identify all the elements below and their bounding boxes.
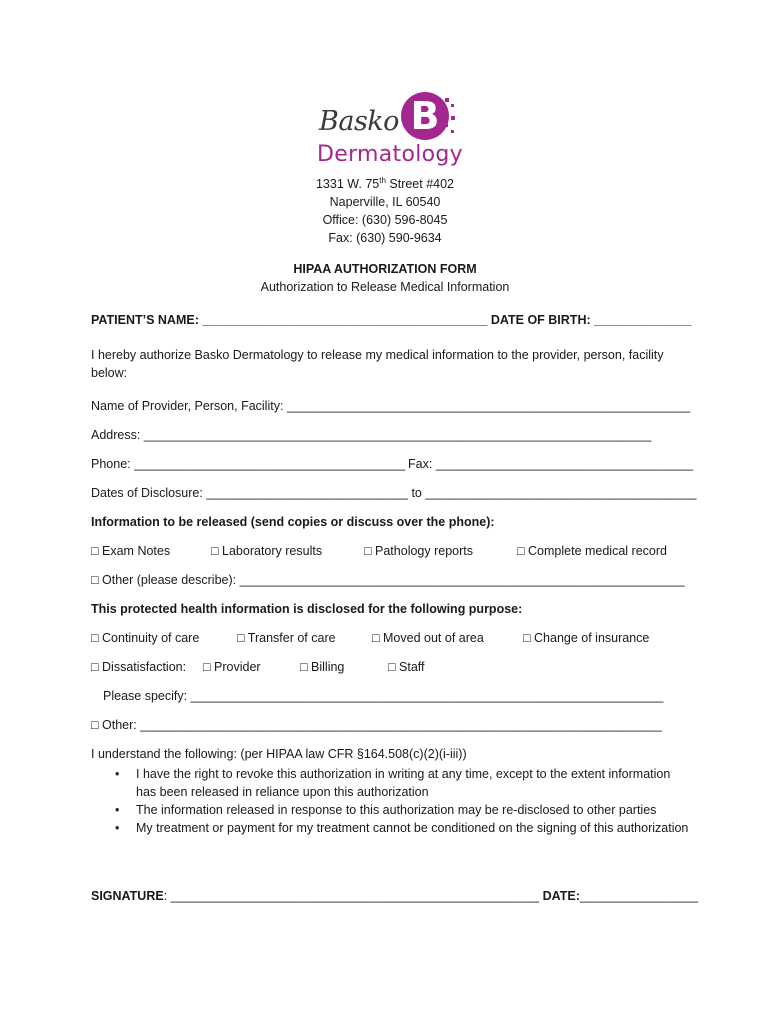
checkbox-dissatisfaction[interactable]: □ Dissatisfaction: — [91, 660, 187, 674]
checkbox-other[interactable]: □ Other: — [91, 718, 137, 732]
dates-to-field[interactable]: _______________________________________ — [425, 486, 697, 500]
checkbox-laboratory-results[interactable]: □ Laboratory results — [211, 544, 323, 558]
address-label: Address: — [91, 428, 141, 442]
address-office-phone: Office: (630) 596-8045 — [322, 213, 448, 228]
specify-field[interactable]: ____________________________________________________________________ — [190, 689, 664, 703]
clinic-address — [0, 172, 770, 247]
specify-label: Please specify: — [103, 689, 188, 703]
checkbox-complete-medical-record[interactable]: □ Complete medical record — [517, 544, 667, 558]
checkbox-transfer-of-care[interactable]: □ Transfer of care — [237, 631, 336, 645]
provider-row — [91, 399, 690, 413]
fax-row — [408, 457, 693, 471]
signature-row: SIGNATURE: _____________________________________________________ DATE:_________________ — [91, 889, 699, 903]
logo-dots-icon — [441, 98, 455, 138]
other-describe-field[interactable]: ________________________________________________________________ — [239, 573, 685, 587]
other-field[interactable]: ___________________________________________________________________________ — [140, 718, 662, 732]
address-field[interactable]: _________________________________________________________________________ — [143, 428, 652, 442]
patient-name-row — [91, 313, 691, 327]
address-city: Naperville, IL 60540 — [329, 195, 441, 210]
date-field[interactable]: _________________ — [579, 889, 699, 903]
list-item: • My treatment or payment for my treatment cannot be conditioned on the signing of this authorization — [115, 821, 689, 835]
list-item: • The information released in response to this authorization may be re-disclosed to other parties — [115, 803, 657, 817]
bullet-icon: • — [115, 803, 120, 817]
signature-label: SIGNATURE — [91, 889, 164, 903]
dates-to-label: to — [411, 486, 422, 500]
checkbox-pathology-reports[interactable]: □ Pathology reports — [364, 544, 473, 558]
date-label: DATE: — [542, 889, 580, 903]
provider-label: Name of Provider, Person, Facility: — [91, 399, 284, 413]
dob-field[interactable]: ______________ — [594, 313, 692, 327]
logo-word-dermatology: Dermatology — [317, 142, 463, 167]
checkbox-staff[interactable]: □ Staff — [388, 660, 425, 674]
checkbox-provider[interactable]: □ Provider — [203, 660, 261, 674]
address-street: 1331 W. 75th Street #402 — [315, 176, 455, 192]
checkbox-other-describe[interactable]: □ Other (please describe): — [91, 573, 237, 587]
patient-name-field[interactable]: _________________________________________ — [202, 313, 488, 327]
fax-field[interactable]: _____________________________________ — [435, 457, 694, 471]
signature-field[interactable]: _____________________________________________________ — [170, 889, 540, 903]
checkbox-continuity-of-care[interactable]: □ Continuity of care — [91, 631, 200, 645]
other-row — [91, 718, 662, 732]
checkbox-moved-out-of-area[interactable]: □ Moved out of area — [372, 631, 484, 645]
understand-bullet-list — [91, 765, 691, 837]
dates-from-field[interactable]: _____________________________ — [206, 486, 408, 500]
dates-row — [91, 486, 696, 500]
phone-row — [91, 457, 405, 471]
phone-label: Phone: — [91, 457, 131, 471]
basko-logo — [315, 92, 463, 172]
address-fax: Fax: (630) 590-9634 — [328, 231, 442, 246]
form-subtitle: Authorization to Release Medical Information — [260, 280, 510, 294]
logo-word-basko: Basko — [319, 106, 399, 137]
checkbox-exam-notes[interactable]: □ Exam Notes — [91, 544, 171, 558]
understand-statement: I understand the following: (per HIPAA law CFR §164.508(c)(2)(i-iii)) — [91, 747, 467, 761]
patient-name-label: PATIENT’S NAME: — [91, 313, 199, 327]
authorization-statement: I hereby authorize Basko Dermatology to release my medical information to the provider, person, facility below: — [91, 348, 664, 380]
provider-field[interactable]: __________________________________________________________ — [286, 399, 691, 413]
bullet-icon: • — [115, 821, 120, 835]
purpose-heading: This protected health information is disclosed for the following purpose: — [91, 602, 523, 616]
dob-label: DATE OF BIRTH: — [490, 313, 591, 327]
other-describe-row — [91, 573, 685, 587]
info-heading: Information to be released (send copies or discuss over the phone): — [91, 515, 495, 529]
specify-row — [103, 689, 663, 703]
phone-field[interactable]: _______________________________________ — [134, 457, 406, 471]
checkbox-billing[interactable]: □ Billing — [300, 660, 345, 674]
address-row — [91, 428, 651, 442]
fax-label: Fax: — [408, 457, 433, 471]
logo-b-circle: B — [401, 92, 449, 140]
dates-label: Dates of Disclosure: — [91, 486, 203, 500]
list-item: • I have the right to revoke this authorization in writing at any time, except to the extent information has been released in reliance upon this authorization — [115, 767, 671, 799]
bullet-icon: • — [115, 767, 120, 781]
form-title: HIPAA AUTHORIZATION FORM — [293, 262, 477, 276]
checkbox-change-of-insurance[interactable]: □ Change of insurance — [523, 631, 650, 645]
